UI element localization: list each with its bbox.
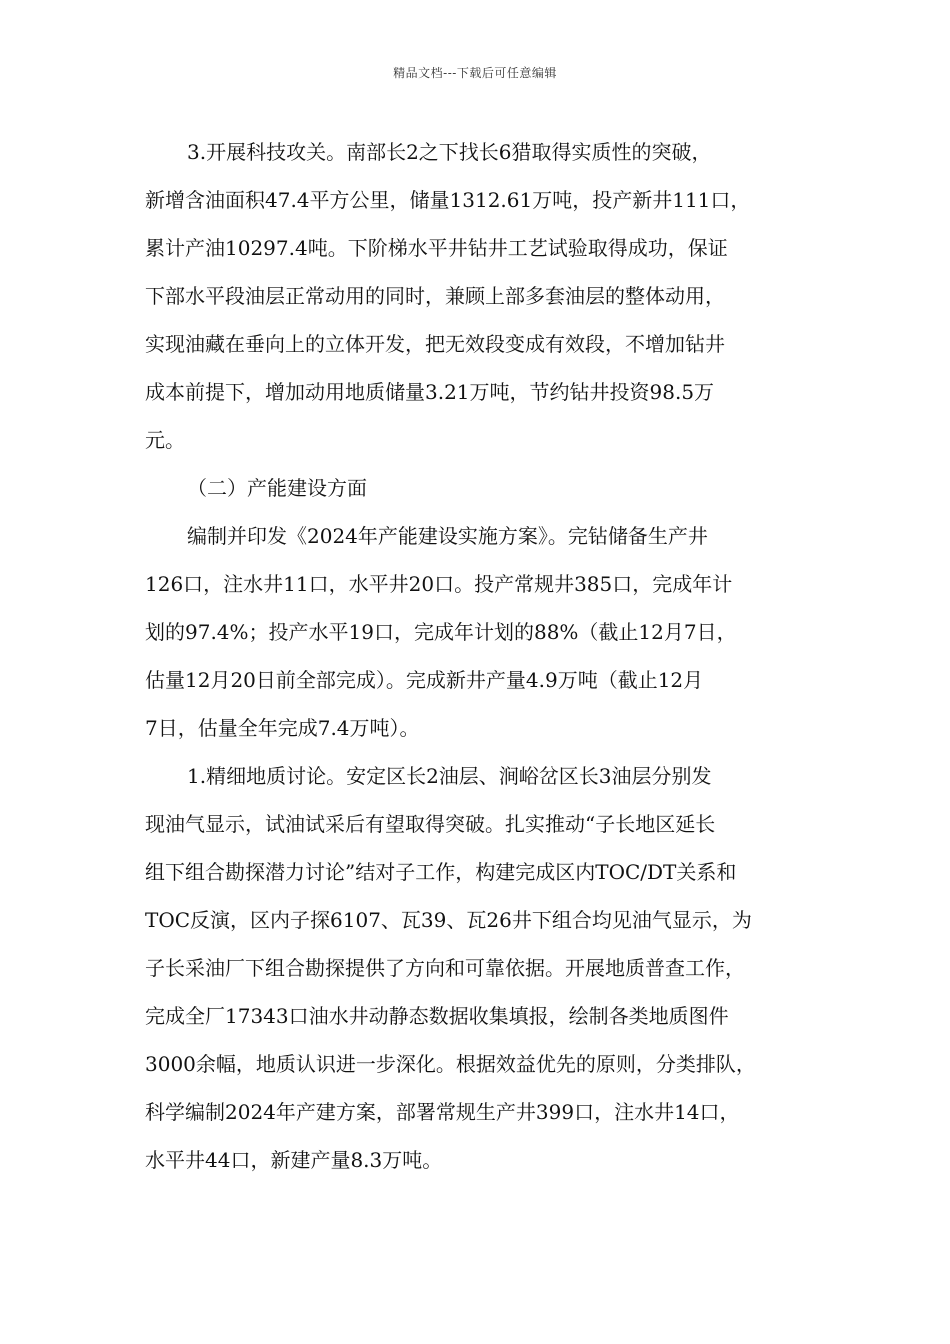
paragraph-line: 下部水平段油层正常动用的同时，兼顾上部多套油层的整体动用， [145, 284, 725, 308]
document-body [145, 128, 813, 1184]
paragraph-line: 126口，注水井11口，水平井20口。投产常规井385口，完成年计 [145, 572, 733, 596]
paragraph-line: 3000余幅，地质认识进一步深化。根据效益优先的原则，分类排队， [145, 1052, 756, 1076]
paragraph-line: 完成全厂17343口油水井动静态数据收集填报，绘制各类地质图件 [145, 1004, 729, 1028]
section-heading: （二）产能建设方面 [187, 476, 367, 500]
paragraph-line: 1.精细地质讨论。安定区长2油层、涧峪岔区长3油层分别发 [187, 764, 712, 788]
paragraph-line: 估量12月20日前全部完成）。完成新井产量4.9万吨（截止12月 [145, 668, 704, 692]
paragraph-line: 新增含油面积47.4平方公里，储量1312.61万吨，投产新井111口， [145, 188, 751, 212]
paragraph-line: 3.开展科技攻关。南部长2之下找长6猎取得实质性的突破， [187, 140, 712, 164]
paragraph-line: 编制并印发《2024年产能建设实施方案》。完钻储备生产井 [187, 524, 708, 548]
paragraph-line: 子长采油厂下组合勘探提供了方向和可靠依据。开展地质普查工作， [145, 956, 745, 980]
paragraph-line: 7日，估量全年完成7.4万吨）。 [145, 716, 420, 740]
paragraph-line: TOC反演，区内子探6107、瓦39、瓦26井下组合均见油气显示，为 [145, 908, 752, 932]
paragraph-line: 累计产油10297.4吨。下阶梯水平井钻井工艺试验取得成功，保证 [145, 236, 728, 260]
paragraph-line: 现油气显示，试油试采后有望取得突破。扎实推动“子长地区延长 [145, 812, 716, 836]
paragraph-line: 组下组合勘探潜力讨论”结对子工作，构建完成区内TOC/DT关系和 [145, 860, 737, 884]
paragraph-line: 水平井44口，新建产量8.3万吨。 [145, 1148, 443, 1172]
paragraph-line: 实现油藏在垂向上的立体开发，把无效段变成有效段，不增加钻井 [145, 332, 725, 356]
page-header: 精品文档---下载后可任意编辑 [393, 66, 557, 80]
paragraph-line: 成本前提下，增加动用地质储量3.21万吨，节约钻井投资98.5万 [145, 380, 715, 404]
paragraph-line: 科学编制2024年产建方案，部署常规生产井399口，注水井14口， [145, 1100, 740, 1124]
paragraph-line: 元。 [145, 428, 185, 452]
paragraph-line: 划的97.4%；投产水平19口，完成年计划的88%（截止12月7日， [145, 620, 737, 644]
